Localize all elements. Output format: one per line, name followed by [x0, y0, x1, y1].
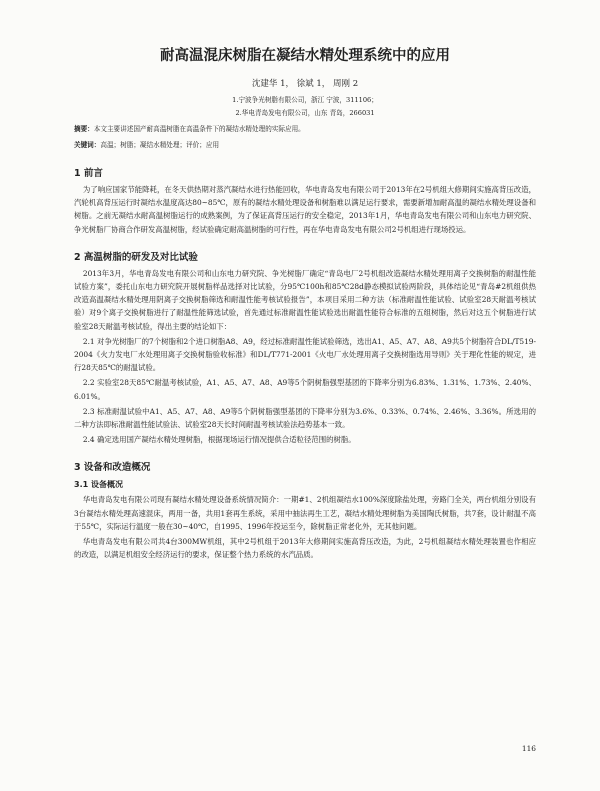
affiliation-1: 1.宁波争光树脂有限公司，浙江 宁波，311106； — [232, 96, 378, 104]
equipment-paragraph-2: 华电青岛发电有限公司共4台300MW机组，其中2号机组于2013年大修期间实施高背压改造，为此，2号机组凝结水精处理装置也作相应的改造，以满足机组安全经济运行的要求，保证整个热力系统的水汽品质。 — [74, 537, 536, 560]
development-paragraph: 2013年3月，华电青岛发电有限公司和山东电力研究院、争光树脂厂确定“青岛电厂2号机组改造凝结水精处理用离子交换树脂的耐温性能试验方案”，委托山东电力研究院开展树脂样品选择对比试验，分95℃100h和85℃28d静态模拟试验两阶段，具体结论见“青岛#2机组供热改造高温凝结水精处理用阴离子交换树脂筛选和耐温性能考核试验报告”，本项目采用二种方法（标准耐温性能试验、试验室28天耐温考核试验）对9个离子交换树脂进行了耐温性能筛选试验，首先通过标准耐温性能试验选出耐温性能符合标准的五组树脂，然后对这五个树脂进行试验室28天耐温考核试验，得出主要的结论如下： — [74, 268, 536, 331]
section-heading-development: 2 高温树脂的研发及对比试验 — [74, 251, 198, 263]
conclusion-item-2-4: 2.4 确定选用国产凝结水精处理树脂，根据现场运行情况提供合适粒径范围的树脂。 — [82, 435, 356, 445]
paper-title: 耐高温混床树脂在凝结水精处理系统中的应用 — [160, 48, 450, 64]
intro-paragraph: 为了响应国家节能降耗，在冬天供热期对蒸汽凝结水进行热能回收，华电青岛发电有限公司于2013年在2号机组大修期间实施高背压改造，汽轮机高背压运行时凝结水温度高达80~85℃，原有的凝结水精处理设备和树脂难以满足运行要求，需要新增加耐高温的凝结水精处理设备和树脂。之前无凝结水耐高温树脂运行的成熟案例，为了保证高背压运行的安全稳定，2013年1月，华电青岛发电有限公司和山东电力研究院、争光树脂厂协商合作研发高温树脂，经试验确定耐高温树脂的可行性，再在华电青岛发电有限公司2号机组进行现场投运。 — [74, 185, 536, 234]
conclusion-item-2-1: 2.1 对争光树脂厂的7个树脂和2个进口树脂A8、A9，经过标准耐温性能试验筛选，选出A1、A5、A7、A8、A9共5个树脂符合DL/T519-2004《火力发电厂水处理用离子交换树脂验收标准》和DL/T771-2001《火电厂水处理用离子交换树脂选用导则》关于理化性能的规定，进行28天85℃的耐温试验。 — [74, 336, 536, 373]
abstract-label: 摘要： — [74, 125, 94, 133]
keywords-label: 关键词： — [74, 141, 101, 149]
author-list: 沈建华 1， 徐斌 1， 周刚 2 — [251, 79, 359, 89]
keywords — [74, 139, 536, 152]
subsection-heading-equipment-overview: 3.1 设备概况 — [74, 480, 123, 490]
abstract-text: 本文主要讲述国产耐高温树脂在高温条件下的凝结水精处理的实际应用。 — [93, 125, 305, 133]
conclusion-item-2-2: 2.2 实验室28天85℃耐温考核试验，A1、A5、A7、A8、A9等5个阴树脂强型基团的下降率分别为6.83%、1.31%、1.73%、2.40%、6.01%。 — [74, 378, 536, 401]
page-number: 116 — [521, 744, 536, 753]
abstract — [74, 123, 536, 136]
equipment-paragraph-1: 华电青岛发电有限公司现有凝结水精处理设备系统情况简介：一期#1、2机组凝结水100%深度除盐处理，旁路门全关，两台机组分别设有3台凝结水精处理高速混床，两用一备，共用1套再生系统，采用中抽法再生工艺，凝结水精处理树脂为美国陶氏树脂，共7套，设计耐温不高于55℃，实际运行温度一般在30~40℃，自1995、1996年投运至今，除树脂正常老化外，无其他问题。 — [74, 495, 536, 531]
section-heading-equipment: 3 设备和改造概况 — [74, 462, 151, 474]
section-heading-intro: 1 前言 — [74, 168, 103, 179]
affiliation-2: 2.华电青岛发电有限公司，山东 青岛，266031 — [235, 109, 375, 117]
keywords-text: 高温；树脂；凝结水精处理；评价；应用 — [100, 141, 220, 149]
conclusion-item-2-3: 2.3 标准耐温试验中A1、A5、A7、A8、A9等5个阴树脂强型基团的下降率分别为3.6%、0.33%、0.74%、2.46%、3.36%。所选用的二种方法即标准耐温性能试验法、试验室28天长时间耐温考核试验法趋势基本一致。 — [74, 406, 536, 430]
